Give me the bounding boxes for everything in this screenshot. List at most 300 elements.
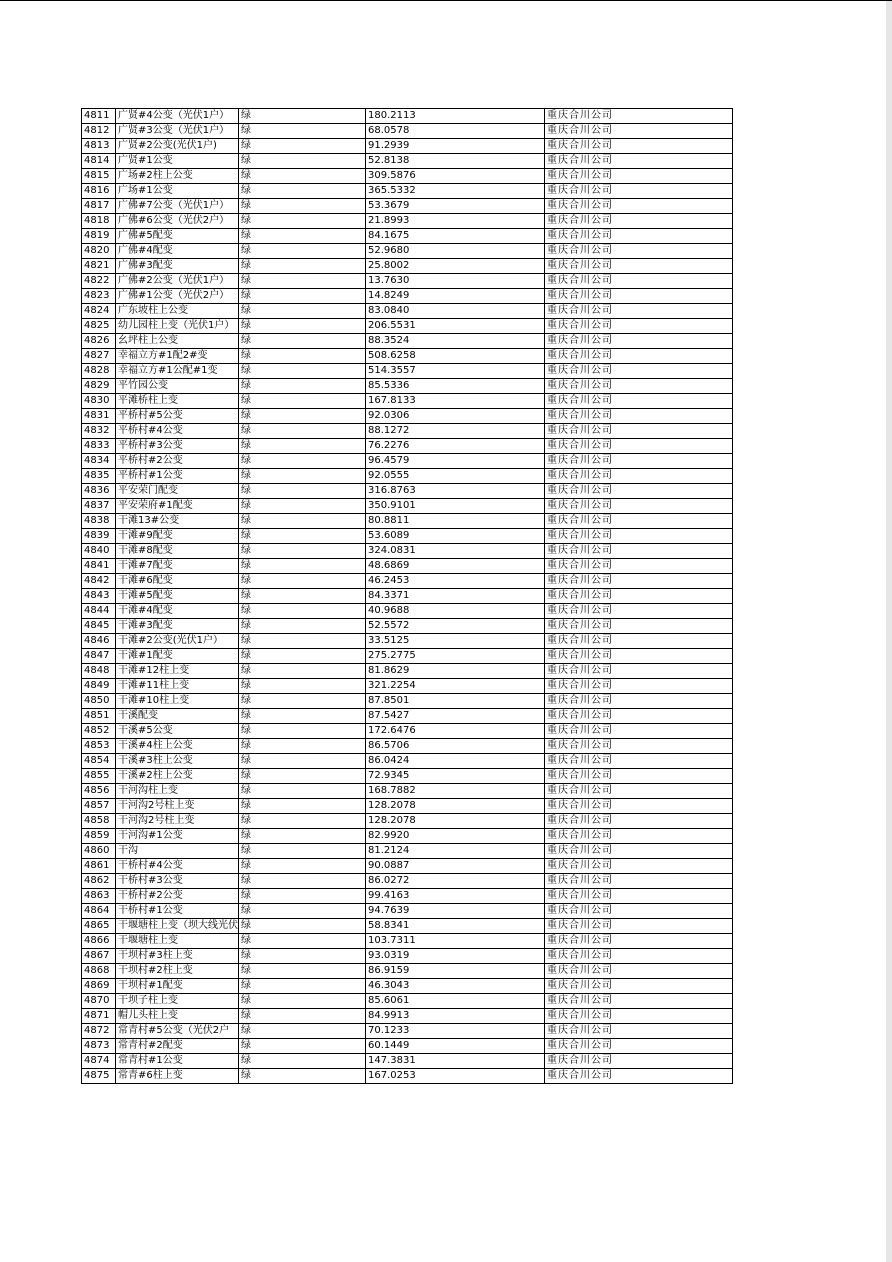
row-id-cell: 4819: [82, 229, 116, 244]
value-cell: 309.5876: [366, 169, 545, 184]
table-row: [82, 124, 733, 139]
table-row: [82, 874, 733, 889]
company-cell: 重庆合川公司: [545, 1069, 733, 1084]
transformer-name-cell: 干桥村#1公变: [116, 904, 239, 919]
value-cell: 83.0840: [366, 304, 545, 319]
company-cell: 重庆合川公司: [545, 1039, 733, 1054]
row-id-cell: 4863: [82, 889, 116, 904]
company-cell: 重庆合川公司: [545, 784, 733, 799]
status-cell: 绿: [239, 604, 366, 619]
company-cell: 重庆合川公司: [545, 619, 733, 634]
value-cell: 350.9101: [366, 499, 545, 514]
company-cell: 重庆合川公司: [545, 799, 733, 814]
row-id-cell: 4828: [82, 364, 116, 379]
table-row: [82, 199, 733, 214]
company-cell: 重庆合川公司: [545, 604, 733, 619]
value-cell: 58.8341: [366, 919, 545, 934]
row-id-cell: 4826: [82, 334, 116, 349]
transformer-name-cell: 幸福立方#1公配#1变: [116, 364, 239, 379]
row-id-cell: 4832: [82, 424, 116, 439]
value-cell: 167.8133: [366, 394, 545, 409]
row-id-cell: 4830: [82, 394, 116, 409]
transformer-name-cell: 平桥村#2公变: [116, 454, 239, 469]
table-row: [82, 814, 733, 829]
row-id-cell: 4868: [82, 964, 116, 979]
company-cell: 重庆合川公司: [545, 424, 733, 439]
company-cell: 重庆合川公司: [545, 109, 733, 124]
transformer-name-cell: 干滩#10柱上变: [116, 694, 239, 709]
row-id-cell: 4831: [82, 409, 116, 424]
status-cell: 绿: [239, 769, 366, 784]
transformer-name-cell: 常青#6柱上变: [116, 1069, 239, 1084]
page-top-rule: [0, 0, 892, 1]
company-cell: 重庆合川公司: [545, 139, 733, 154]
status-cell: 绿: [239, 1024, 366, 1039]
transformer-name-cell: 干滩#7配变: [116, 559, 239, 574]
company-cell: 重庆合川公司: [545, 1009, 733, 1024]
row-id-cell: 4821: [82, 259, 116, 274]
transformer-name-cell: 广场#2柱上公变: [116, 169, 239, 184]
company-cell: 重庆合川公司: [545, 514, 733, 529]
value-cell: 147.3831: [366, 1054, 545, 1069]
transformer-name-cell: 干溪配变: [116, 709, 239, 724]
company-cell: 重庆合川公司: [545, 949, 733, 964]
value-cell: 84.1675: [366, 229, 545, 244]
value-cell: 316.8763: [366, 484, 545, 499]
table-row: [82, 349, 733, 364]
row-id-cell: 4849: [82, 679, 116, 694]
transformer-name-cell: 干滩#2公变(光伏1户）: [116, 634, 239, 649]
company-cell: 重庆合川公司: [545, 334, 733, 349]
company-cell: 重庆合川公司: [545, 529, 733, 544]
company-cell: 重庆合川公司: [545, 979, 733, 994]
row-id-cell: 4815: [82, 169, 116, 184]
row-id-cell: 4817: [82, 199, 116, 214]
table-row: [82, 724, 733, 739]
transformer-name-cell: 干滩#9配变: [116, 529, 239, 544]
status-cell: 绿: [239, 739, 366, 754]
transformer-name-cell: 广佛#3配变: [116, 259, 239, 274]
table-row: [82, 274, 733, 289]
status-cell: 绿: [239, 694, 366, 709]
status-cell: 绿: [239, 559, 366, 574]
status-cell: 绿: [239, 154, 366, 169]
status-cell: 绿: [239, 634, 366, 649]
company-cell: 重庆合川公司: [545, 574, 733, 589]
row-id-cell: 4870: [82, 994, 116, 1009]
row-id-cell: 4829: [82, 379, 116, 394]
transformer-name-cell: 干桥村#2公变: [116, 889, 239, 904]
status-cell: 绿: [239, 259, 366, 274]
company-cell: 重庆合川公司: [545, 904, 733, 919]
company-cell: 重庆合川公司: [545, 754, 733, 769]
transformer-name-cell: 广贤#4公变（光伏1户）: [116, 109, 239, 124]
company-cell: 重庆合川公司: [545, 634, 733, 649]
status-cell: 绿: [239, 574, 366, 589]
transformer-name-cell: 常青村#1公变: [116, 1054, 239, 1069]
table-row: [82, 469, 733, 484]
value-cell: 128.2078: [366, 799, 545, 814]
row-id-cell: 4813: [82, 139, 116, 154]
table-row: [82, 184, 733, 199]
row-id-cell: 4867: [82, 949, 116, 964]
table-row: [82, 484, 733, 499]
table-row: [82, 529, 733, 544]
table-row: [82, 739, 733, 754]
row-id-cell: 4856: [82, 784, 116, 799]
company-cell: 重庆合川公司: [545, 454, 733, 469]
company-cell: 重庆合川公司: [545, 724, 733, 739]
transformer-name-cell: 平桥村#3公变: [116, 439, 239, 454]
status-cell: 绿: [239, 274, 366, 289]
table-row: [82, 1039, 733, 1054]
table-row: [82, 829, 733, 844]
status-cell: 绿: [239, 904, 366, 919]
transformer-name-cell: 幼儿园柱上变（光伏1户）: [116, 319, 239, 334]
row-id-cell: 4833: [82, 439, 116, 454]
table-row: [82, 154, 733, 169]
company-cell: 重庆合川公司: [545, 244, 733, 259]
row-id-cell: 4869: [82, 979, 116, 994]
company-cell: 重庆合川公司: [545, 769, 733, 784]
company-cell: 重庆合川公司: [545, 739, 733, 754]
table-row: [82, 454, 733, 469]
table-row: [82, 259, 733, 274]
table-row: [82, 289, 733, 304]
company-cell: 重庆合川公司: [545, 439, 733, 454]
value-cell: 514.3557: [366, 364, 545, 379]
status-cell: 绿: [239, 829, 366, 844]
status-cell: 绿: [239, 229, 366, 244]
table-row: [82, 214, 733, 229]
value-cell: 52.5572: [366, 619, 545, 634]
status-cell: 绿: [239, 979, 366, 994]
transformer-name-cell: 干坝村#2柱上变: [116, 964, 239, 979]
transformer-name-cell: 干滩#3配变: [116, 619, 239, 634]
transformer-name-cell: 广贤#1公变: [116, 154, 239, 169]
status-cell: 绿: [239, 529, 366, 544]
row-id-cell: 4853: [82, 739, 116, 754]
transformer-name-cell: 干滩#4配变: [116, 604, 239, 619]
row-id-cell: 4850: [82, 694, 116, 709]
table-row: [82, 439, 733, 454]
transformer-name-cell: 广场#1公变: [116, 184, 239, 199]
transformer-name-cell: 干河沟2号柱上变: [116, 799, 239, 814]
table-row: [82, 949, 733, 964]
transformer-name-cell: 干堰塘柱上变（坝大线光伏: [116, 919, 239, 934]
value-cell: 81.8629: [366, 664, 545, 679]
status-cell: 绿: [239, 859, 366, 874]
table-row: [82, 904, 733, 919]
value-cell: 53.6089: [366, 529, 545, 544]
table-body: [82, 109, 733, 1084]
transformer-name-cell: 干滩#11柱上变: [116, 679, 239, 694]
company-cell: 重庆合川公司: [545, 409, 733, 424]
transformer-name-cell: 干溪#5公变: [116, 724, 239, 739]
row-id-cell: 4824: [82, 304, 116, 319]
company-cell: 重庆合川公司: [545, 649, 733, 664]
company-cell: 重庆合川公司: [545, 394, 733, 409]
transformer-name-cell: 干河沟柱上变: [116, 784, 239, 799]
value-cell: 99.4163: [366, 889, 545, 904]
value-cell: 82.9920: [366, 829, 545, 844]
transformer-name-cell: 常青村#2配变: [116, 1039, 239, 1054]
status-cell: 绿: [239, 874, 366, 889]
row-id-cell: 4812: [82, 124, 116, 139]
transformer-name-cell: 常青村#5公变（光伏2户: [116, 1024, 239, 1039]
table-row: [82, 379, 733, 394]
table-row: [82, 109, 733, 124]
company-cell: 重庆合川公司: [545, 964, 733, 979]
table-row: [82, 334, 733, 349]
transformer-name-cell: 广佛#2公变（光伏1户）: [116, 274, 239, 289]
transformer-name-cell: 广佛#5配变: [116, 229, 239, 244]
transformer-name-cell: 干坝村#1配变: [116, 979, 239, 994]
company-cell: 重庆合川公司: [545, 889, 733, 904]
status-cell: 绿: [239, 844, 366, 859]
table-row: [82, 319, 733, 334]
company-cell: 重庆合川公司: [545, 829, 733, 844]
table-row: [82, 799, 733, 814]
transformer-name-cell: 干溪#2柱上公变: [116, 769, 239, 784]
table-row: [82, 424, 733, 439]
status-cell: 绿: [239, 799, 366, 814]
company-cell: 重庆合川公司: [545, 469, 733, 484]
table-row: [82, 769, 733, 784]
company-cell: 重庆合川公司: [545, 919, 733, 934]
status-cell: 绿: [239, 754, 366, 769]
company-cell: 重庆合川公司: [545, 124, 733, 139]
value-cell: 46.2453: [366, 574, 545, 589]
company-cell: 重庆合川公司: [545, 664, 733, 679]
table-row: [82, 1024, 733, 1039]
table-row: [82, 889, 733, 904]
row-id-cell: 4844: [82, 604, 116, 619]
row-id-cell: 4854: [82, 754, 116, 769]
table-row: [82, 574, 733, 589]
value-cell: 365.5332: [366, 184, 545, 199]
transformer-name-cell: 干河沟2号柱上变: [116, 814, 239, 829]
transformer-name-cell: 广贤#2公变(光伏1户): [116, 139, 239, 154]
transformer-name-cell: 干滩#5配变: [116, 589, 239, 604]
value-cell: 68.0578: [366, 124, 545, 139]
row-id-cell: 4873: [82, 1039, 116, 1054]
table-row: [82, 244, 733, 259]
value-cell: 84.3371: [366, 589, 545, 604]
row-id-cell: 4865: [82, 919, 116, 934]
transformer-name-cell: 广佛#7公变（光伏1户）: [116, 199, 239, 214]
row-id-cell: 4861: [82, 859, 116, 874]
company-cell: 重庆合川公司: [545, 304, 733, 319]
page-right-strip: [886, 1, 892, 1262]
transformer-name-cell: 干堰塘柱上变: [116, 934, 239, 949]
row-id-cell: 4820: [82, 244, 116, 259]
row-id-cell: 4842: [82, 574, 116, 589]
row-id-cell: 4838: [82, 514, 116, 529]
status-cell: 绿: [239, 964, 366, 979]
table-row: [82, 559, 733, 574]
status-cell: 绿: [239, 469, 366, 484]
table-row: [82, 409, 733, 424]
table-row: [82, 934, 733, 949]
row-id-cell: 4860: [82, 844, 116, 859]
value-cell: 167.0253: [366, 1069, 545, 1084]
status-cell: 绿: [239, 1009, 366, 1024]
value-cell: 508.6258: [366, 349, 545, 364]
status-cell: 绿: [239, 409, 366, 424]
company-cell: 重庆合川公司: [545, 709, 733, 724]
value-cell: 60.1449: [366, 1039, 545, 1054]
value-cell: 46.3043: [366, 979, 545, 994]
value-cell: 86.9159: [366, 964, 545, 979]
row-id-cell: 4839: [82, 529, 116, 544]
company-cell: 重庆合川公司: [545, 289, 733, 304]
value-cell: 52.9680: [366, 244, 545, 259]
row-id-cell: 4835: [82, 469, 116, 484]
status-cell: 绿: [239, 289, 366, 304]
row-id-cell: 4851: [82, 709, 116, 724]
transformer-name-cell: 广佛#1公变（光伏2户）: [116, 289, 239, 304]
status-cell: 绿: [239, 424, 366, 439]
table-row: [82, 364, 733, 379]
table-row: [82, 1009, 733, 1024]
transformer-name-cell: 平滩桥柱上变: [116, 394, 239, 409]
company-cell: 重庆合川公司: [545, 814, 733, 829]
transformer-name-cell: 平桥村#5公变: [116, 409, 239, 424]
transformer-name-cell: 干滩#8配变: [116, 544, 239, 559]
row-id-cell: 4857: [82, 799, 116, 814]
value-cell: 180.2113: [366, 109, 545, 124]
value-cell: 86.5706: [366, 739, 545, 754]
status-cell: 绿: [239, 439, 366, 454]
table-row: [82, 919, 733, 934]
row-id-cell: 4811: [82, 109, 116, 124]
transformer-table: [81, 108, 733, 1084]
company-cell: 重庆合川公司: [545, 1054, 733, 1069]
status-cell: 绿: [239, 1039, 366, 1054]
table-row: [82, 964, 733, 979]
row-id-cell: 4845: [82, 619, 116, 634]
row-id-cell: 4848: [82, 664, 116, 679]
transformer-name-cell: 幺坪柱上公变: [116, 334, 239, 349]
transformer-name-cell: 干坝村#3柱上变: [116, 949, 239, 964]
value-cell: 76.2276: [366, 439, 545, 454]
company-cell: 重庆合川公司: [545, 274, 733, 289]
status-cell: 绿: [239, 484, 366, 499]
status-cell: 绿: [239, 244, 366, 259]
value-cell: 80.8811: [366, 514, 545, 529]
company-cell: 重庆合川公司: [545, 559, 733, 574]
row-id-cell: 4825: [82, 319, 116, 334]
status-cell: 绿: [239, 934, 366, 949]
table-row: [82, 859, 733, 874]
status-cell: 绿: [239, 304, 366, 319]
status-cell: 绿: [239, 724, 366, 739]
value-cell: 206.5531: [366, 319, 545, 334]
value-cell: 70.1233: [366, 1024, 545, 1039]
transformer-name-cell: 干滩13#公变: [116, 514, 239, 529]
table-row: [82, 679, 733, 694]
transformer-name-cell: 干滩#1配变: [116, 649, 239, 664]
company-cell: 重庆合川公司: [545, 364, 733, 379]
status-cell: 绿: [239, 679, 366, 694]
value-cell: 40.9688: [366, 604, 545, 619]
value-cell: 25.8002: [366, 259, 545, 274]
value-cell: 84.9913: [366, 1009, 545, 1024]
status-cell: 绿: [239, 184, 366, 199]
table-row: [82, 499, 733, 514]
table-row: [82, 604, 733, 619]
company-cell: 重庆合川公司: [545, 544, 733, 559]
company-cell: 重庆合川公司: [545, 694, 733, 709]
row-id-cell: 4852: [82, 724, 116, 739]
transformer-name-cell: 帽儿头柱上变: [116, 1009, 239, 1024]
value-cell: 128.2078: [366, 814, 545, 829]
row-id-cell: 4866: [82, 934, 116, 949]
transformer-name-cell: 干桥村#4公变: [116, 859, 239, 874]
company-cell: 重庆合川公司: [545, 154, 733, 169]
company-cell: 重庆合川公司: [545, 319, 733, 334]
company-cell: 重庆合川公司: [545, 1024, 733, 1039]
value-cell: 86.0272: [366, 874, 545, 889]
status-cell: 绿: [239, 199, 366, 214]
row-id-cell: 4814: [82, 154, 116, 169]
value-cell: 72.9345: [366, 769, 545, 784]
status-cell: 绿: [239, 889, 366, 904]
table-row: [82, 784, 733, 799]
company-cell: 重庆合川公司: [545, 994, 733, 1009]
status-cell: 绿: [239, 109, 366, 124]
company-cell: 重庆合川公司: [545, 484, 733, 499]
table-row: [82, 229, 733, 244]
status-cell: 绿: [239, 214, 366, 229]
transformer-name-cell: 平安荣门配变: [116, 484, 239, 499]
row-id-cell: 4816: [82, 184, 116, 199]
value-cell: 85.6061: [366, 994, 545, 1009]
value-cell: 33.5125: [366, 634, 545, 649]
value-cell: 53.3679: [366, 199, 545, 214]
status-cell: 绿: [239, 169, 366, 184]
row-id-cell: 4827: [82, 349, 116, 364]
value-cell: 88.1272: [366, 424, 545, 439]
value-cell: 172.6476: [366, 724, 545, 739]
transformer-name-cell: 干滩#12柱上变: [116, 664, 239, 679]
status-cell: 绿: [239, 124, 366, 139]
row-id-cell: 4875: [82, 1069, 116, 1084]
transformer-name-cell: 干坝子柱上变: [116, 994, 239, 1009]
value-cell: 81.2124: [366, 844, 545, 859]
value-cell: 90.0887: [366, 859, 545, 874]
row-id-cell: 4871: [82, 1009, 116, 1024]
row-id-cell: 4843: [82, 589, 116, 604]
company-cell: 重庆合川公司: [545, 874, 733, 889]
table-row: [82, 304, 733, 319]
company-cell: 重庆合川公司: [545, 199, 733, 214]
company-cell: 重庆合川公司: [545, 379, 733, 394]
status-cell: 绿: [239, 319, 366, 334]
status-cell: 绿: [239, 1069, 366, 1084]
transformer-name-cell: 幸福立方#1配2#变: [116, 349, 239, 364]
transformer-name-cell: 干滩#6配变: [116, 574, 239, 589]
row-id-cell: 4859: [82, 829, 116, 844]
row-id-cell: 4864: [82, 904, 116, 919]
status-cell: 绿: [239, 994, 366, 1009]
transformer-name-cell: 广贤#3公变（光伏1户）: [116, 124, 239, 139]
value-cell: 92.0555: [366, 469, 545, 484]
status-cell: 绿: [239, 589, 366, 604]
status-cell: 绿: [239, 784, 366, 799]
status-cell: 绿: [239, 664, 366, 679]
